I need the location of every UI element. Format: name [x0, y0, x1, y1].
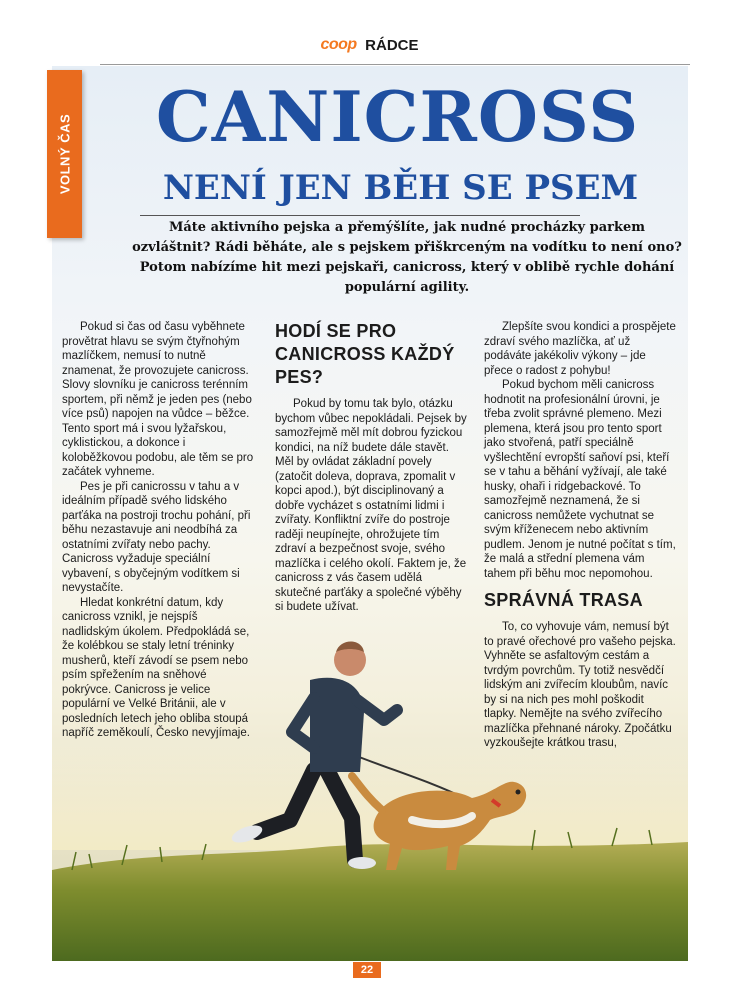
section-tab-label: VOLNÝ ČAS: [57, 113, 72, 195]
column-2: [275, 320, 467, 615]
article-lead: Máte aktivního pejska a přemýšlíte, jak nudné procházky parkem ozvláštnit? Rádi běháte, ale s pejskem přiškrceným na vodítku to není ono? Potom nabízíme hit mezi pejskaři, canicross, který v oblibě rychle dohání populární agility.: [132, 220, 682, 295]
paragraph: Pokud by tomu tak bylo, otázku bychom vůbec nepokládali. Pejsek by samozřejmě měl mít dobrou fyzickou kondici, na níž budete dále stavět. Měl by ovládat základní povely (zatočit doleva, doprava, zpomalit v kopci apod.), být disciplinovaný a dobře vycházet s ostatními lidmi i zvířaty. Konfliktní zvíře do postroje raději neupínejte, ohrožujete tím zdraví a bezpečnost svoje, svého mazlíčka i celého okolí. Faktem je, že canicross z vás časem udělá skutečné parťáky a společné výběhy si budete užívat.: [275, 398, 467, 613]
header-rule: [100, 64, 690, 65]
section-heading: HODÍ SE PRO CANICROSS KAŽDÝ PES?: [275, 321, 455, 387]
magazine-name: RÁDCE: [365, 36, 419, 54]
article-subtitle: NENÍ JEN BĚH SE PSEM: [162, 168, 639, 208]
coop-logo: coop: [320, 36, 357, 53]
paragraph: Pes je při canicrossu v tahu a v ideálním případě svého lidského parťáka na postroji trochu pohání, při běhu nezastavuje ani neodbíhá za ostatními zvířaty nebo pachy. Canicross vyžaduje speciální vybavení, s obyčejným vodítkem si nevystačíte.: [62, 480, 251, 594]
article-title: CANICROSS: [155, 77, 640, 158]
page-number: 22: [353, 962, 381, 978]
paragraph: To, co vyhovuje vám, nemusí být to pravé ořechové pro vašeho pejska. Vyhněte se asfaltovým cestám a tvrdým povrchům. Ty totiž nesvědčí lidským ani zvířecím kloubům, navíc by si na nich pes mohl poškodit tlapky. Nemějte na svého zvířecího mazlíčka přehnané nároky. Zpočátku vyzkoušejte krátkou trasu,: [484, 621, 676, 749]
column-1: [62, 320, 257, 741]
subtitle-rule: [140, 215, 580, 216]
paragraph: Hledat konkrétní datum, kdy canicross vznikl, je nejspíš nadlidským úkolem. Předpokládá se, že kolébkou se staly letní tréninky musherů, kteří závodí se psem nebo psím spřežením na sněhové pokrývce. Canicross je velice populární ve Velké Británii, ale v posledních letech jeho obliba stoupá napříč zeměkoulí, Česko nevyjímaje.: [62, 596, 250, 739]
column-3: [484, 320, 676, 751]
masthead: [0, 36, 739, 54]
section-tab: [47, 70, 82, 238]
paragraph: Zlepšíte svou kondici a prospějete zdraví svého mazlíčka, ať už podáváte jakékoliv výkony – jde přece o radost z pohybu!: [484, 321, 676, 377]
paragraph: Pokud bychom měli canicross hodnotit na profesionální úrovni, je třeba zvolit správné plemeno. Mezi plemena, která jsou pro tento sport jako stvořená, patří speciálně vyšlechtění evropští saňoví psi, kteří se v tahu a běhání vyžívají, ale také husky, ohaři i ridgebackové. To samozřejmě neznamená, že si canicross nemůžete vychutnat se svým kříženecem nebo aktivním pudlem. Jenom je nutné počítat s tím, že malá a střední plemena vám tahem při běhu moc nepomohou.: [484, 379, 676, 580]
section-heading: SPRÁVNÁ TRASA: [484, 590, 643, 610]
paragraph: Pokud si čas od času vyběhnete provětrat hlavu se svým čtyřnohým mazlíčkem, nemusí to nutně znamenat, že provozujete canicross. Slovy slovníku je canicross terénním sportem, při němž je jeden pes (nebo více psů) napojen na vůdce – běžce. Tento sport má i svou lyžařskou, cyklistickou, a dokonce i koloběžkovou podobu, ale těm se pro začátek vyhneme.: [62, 321, 254, 478]
